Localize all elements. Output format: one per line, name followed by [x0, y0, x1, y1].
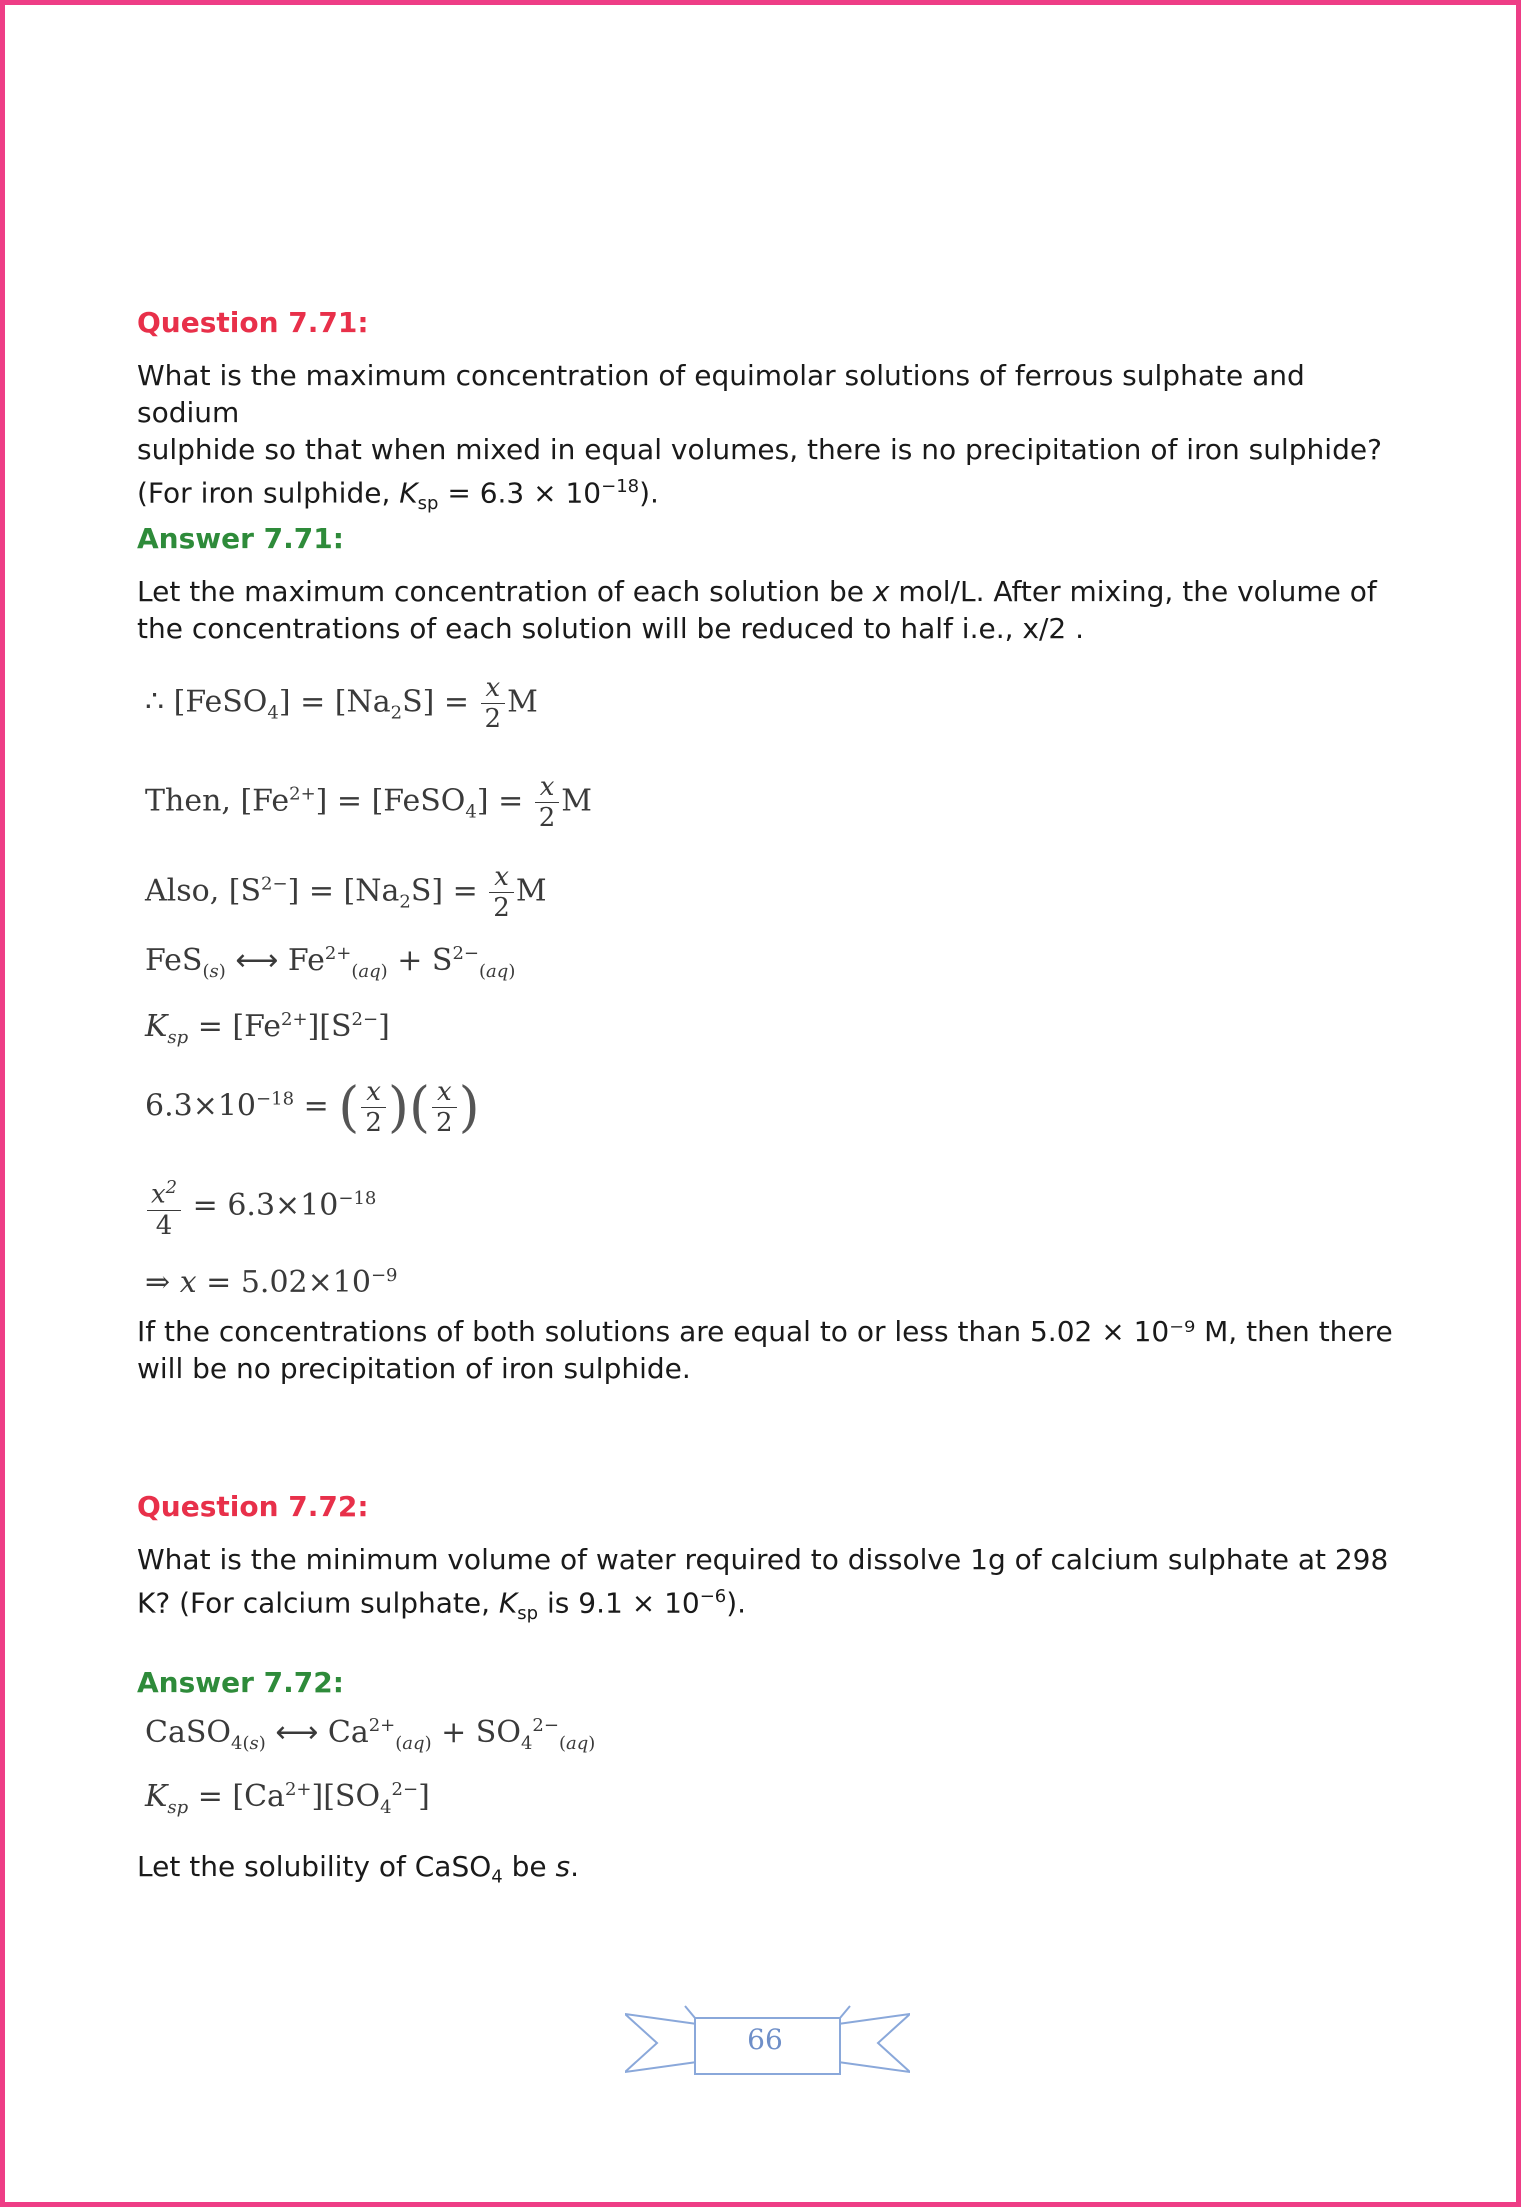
answer-7-72 — [137, 1665, 1397, 1701]
question-text-line: K? (For calcium sulphate, $K_{sp}$ is $9.1 \times 10^{-6}$). — [137, 1586, 747, 1624]
equation-fe-ion: Then, $[Fe^{2+}]$ = [FeSO$_4$] = $\frac{x}{2}$ M — [145, 772, 593, 833]
answer-heading: Answer 7.72: — [137, 1666, 344, 1699]
answer-intro-line: Let the maximum concentration of each solution be x mol/L. After mixing, the volume of — [137, 575, 1377, 608]
answer-7-71 — [137, 521, 1397, 647]
question-text-line: (For iron sulphide, $K_{sp} = 6.3 \times 10^{-18}$). — [137, 476, 659, 514]
question-heading: Question 7.71: — [137, 306, 369, 339]
equation-concentration: ∴ [FeSO$_4$] = $[Na_2S]$ = $\frac{x}{2}$ M — [145, 673, 538, 734]
answer-conclusion — [137, 1313, 1397, 1387]
question-7-71 — [137, 305, 1397, 522]
equation-caso4-dissociation: CaSO$_{4(s)}$ ⟷ $Ca^{2+}_{(aq)} + SO_4^{2-}_{(aq)}$ — [145, 1715, 596, 1754]
equation-x-squared: $\frac{x^2}{4}$ = $6.3\times 10^{-18}$ — [145, 1173, 376, 1241]
answer-heading: Answer 7.71: — [137, 522, 344, 555]
question-text-line: What is the maximum concentration of equimolar solutions of ferrous sulphate and sodium — [137, 359, 1305, 429]
question-7-72 — [137, 1489, 1397, 1632]
answer-conclusion-line: If the concentrations of both solutions are equal to or less than 5.02 × 10⁻⁹ M, then there — [137, 1315, 1393, 1348]
answer-solubility — [137, 1848, 1397, 1896]
answer-conclusion-line: will be no precipitation of iron sulphide. — [137, 1352, 691, 1385]
equation-ksp-expression: $K_{sp} = [Fe^{2+}][S^{2-}]$ — [145, 1009, 390, 1048]
question-heading: Question 7.72: — [137, 1490, 369, 1523]
equation-caso4-ksp: $K_{sp} = [Ca^{2+}][SO_4^{2-}]$ — [145, 1779, 430, 1818]
equation-dissociation: FeS$_{(s)}$ ⟷ $Fe^{2+}_{(aq)} + S^{2-}_{(aq)}$ — [145, 943, 516, 982]
answer-intro-line: the concentrations of each solution will be reduced to half i.e., x/2 . — [137, 612, 1085, 645]
question-text-line: What is the minimum volume of water required to dissolve 1g of calcium sulphate at 298 — [137, 1543, 1389, 1576]
page-number: 66 — [747, 2023, 783, 2056]
equation-result: ⇒ $x = 5.02\times 10^{-9}$ — [145, 1265, 398, 1300]
equation-substitution: $6.3\times 10^{-18}$ = ( $\frac{x}{2}$ )( $\frac{x}{2}$ ) — [145, 1075, 480, 1139]
solubility-line: Let the solubility of CaSO$_4$ be s. — [137, 1850, 580, 1888]
equation-s-ion: Also, $[S^{2-}] = [Na_2S]$ = $\frac{x}{2}$ M — [145, 862, 547, 923]
question-text-line: sulphide so that when mixed in equal volumes, there is no precipitation of iron sulphide? — [137, 433, 1382, 466]
